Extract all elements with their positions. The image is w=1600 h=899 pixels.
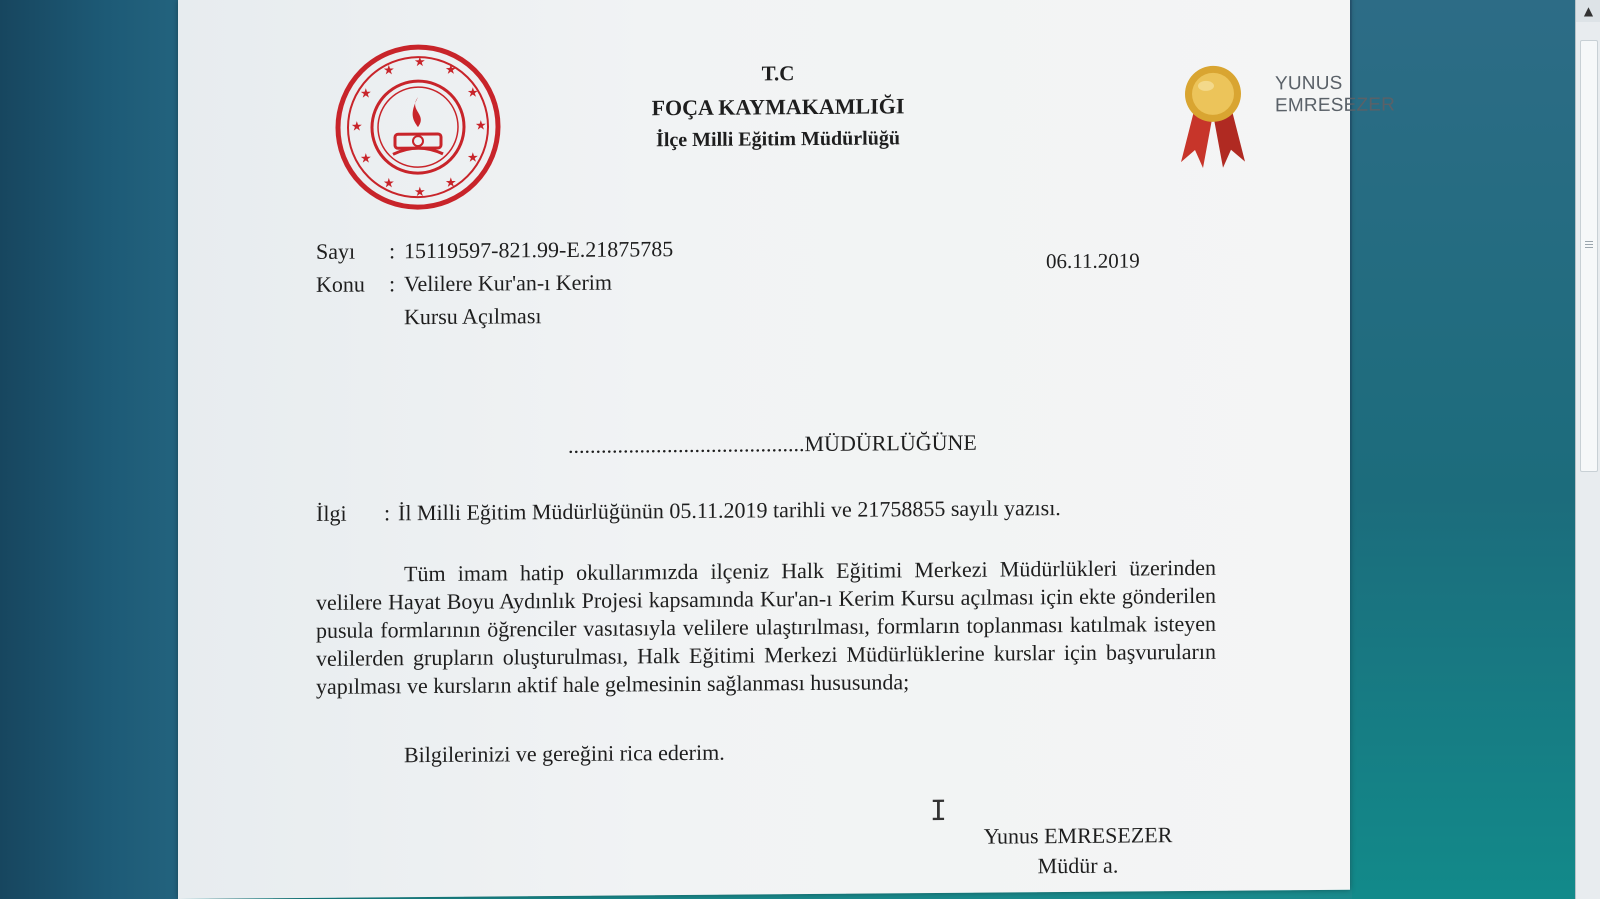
header-mudurluk: İlçe Milli Eğitim Müdürlüğü xyxy=(656,127,900,152)
konu-colon: : xyxy=(389,271,396,297)
meb-seal-icon xyxy=(333,41,503,212)
svg-text:★: ★ xyxy=(467,85,479,101)
body-paragraph xyxy=(316,554,1216,701)
addressee-dots: ........................................... xyxy=(568,431,805,458)
ilgi-colon: : xyxy=(384,500,391,526)
svg-text:★: ★ xyxy=(475,118,487,134)
document-date: 06.11.2019 xyxy=(1046,248,1140,274)
signer-title: Müdür a. xyxy=(1037,852,1119,879)
body-paragraph-text: Tüm imam hatip okullarımızda ilçeniz Halk Eğitimi Merkezi Müdürlükleri üzerinden velilere Hayat Boyu Aydınlık Projesi kapsamında Kur'an-ı Kerim Kursu açılması için ekte gönderilen pusula formlarının öğrenciler vasıtasıyla velilere ulaştırılması, formların toplanması katılmak isteyen velilerden grupların oluşturulması, Halk Eğitimi Merkezi Müdürlüklerine kurslar için başvuruların yapılması ve kursların aktif hale gelmesinin sağlanması hususunda; xyxy=(316,554,1216,699)
konu-line2: Kursu Açılması xyxy=(404,303,542,330)
svg-text:★: ★ xyxy=(360,151,372,167)
document-page[interactable] xyxy=(178,0,1396,899)
chevron-up-icon[interactable]: ▲ xyxy=(1576,0,1600,22)
desktop-background-left xyxy=(0,0,178,899)
svg-text:★: ★ xyxy=(445,62,457,78)
sayi-colon: : xyxy=(389,238,396,264)
award-rosette-icon xyxy=(1173,62,1253,178)
svg-text:★: ★ xyxy=(383,63,395,79)
scroll-grip-line xyxy=(1585,241,1593,242)
text-cursor-icon: I xyxy=(930,793,947,828)
sayi-value: 15119597-821.99-E.21875785 xyxy=(404,236,674,264)
signer-name: Yunus EMRESEZER xyxy=(983,822,1173,849)
scroll-thumb[interactable] xyxy=(1580,40,1598,472)
header-tc: T.C xyxy=(761,61,795,86)
ilgi-text: İl Milli Eğitim Müdürlüğünün 05.11.2019 tarihli ve 21758855 sayılı yazısı. xyxy=(398,495,1061,526)
vertical-scrollbar[interactable] xyxy=(1575,0,1600,899)
svg-text:★: ★ xyxy=(414,55,426,71)
svg-text:★: ★ xyxy=(383,176,395,192)
konu-label: Konu xyxy=(316,271,365,297)
svg-text:★: ★ xyxy=(445,175,457,191)
scroll-grip-line xyxy=(1585,244,1593,245)
addressee-text: MÜDÜRLÜĞÜNE xyxy=(804,429,977,457)
svg-text:★: ★ xyxy=(467,150,479,166)
paragraph-indent xyxy=(316,581,404,582)
scroll-grip-line xyxy=(1585,247,1593,248)
addressee xyxy=(568,430,977,459)
sayi-label: Sayı xyxy=(316,238,356,264)
svg-text:★: ★ xyxy=(360,86,372,102)
svg-text:★: ★ xyxy=(414,185,426,201)
svg-text:★: ★ xyxy=(351,119,363,135)
ilgi-label: İlgi xyxy=(316,500,347,526)
closing-line: Bilgilerinizi ve gereğini rica ederim. xyxy=(404,739,725,768)
signature-badge-name: YUNUS EMRESEZER xyxy=(1275,72,1396,117)
header-kaymakamlik: FOÇA KAYMAKAMLIĞI xyxy=(651,93,905,121)
desktop-background-right xyxy=(1352,0,1600,899)
ilgi-line xyxy=(316,495,1061,527)
signer-block xyxy=(968,820,1188,882)
document-header xyxy=(608,56,948,158)
konu-line1: Velilere Kur'an-ı Kerim xyxy=(404,269,612,297)
